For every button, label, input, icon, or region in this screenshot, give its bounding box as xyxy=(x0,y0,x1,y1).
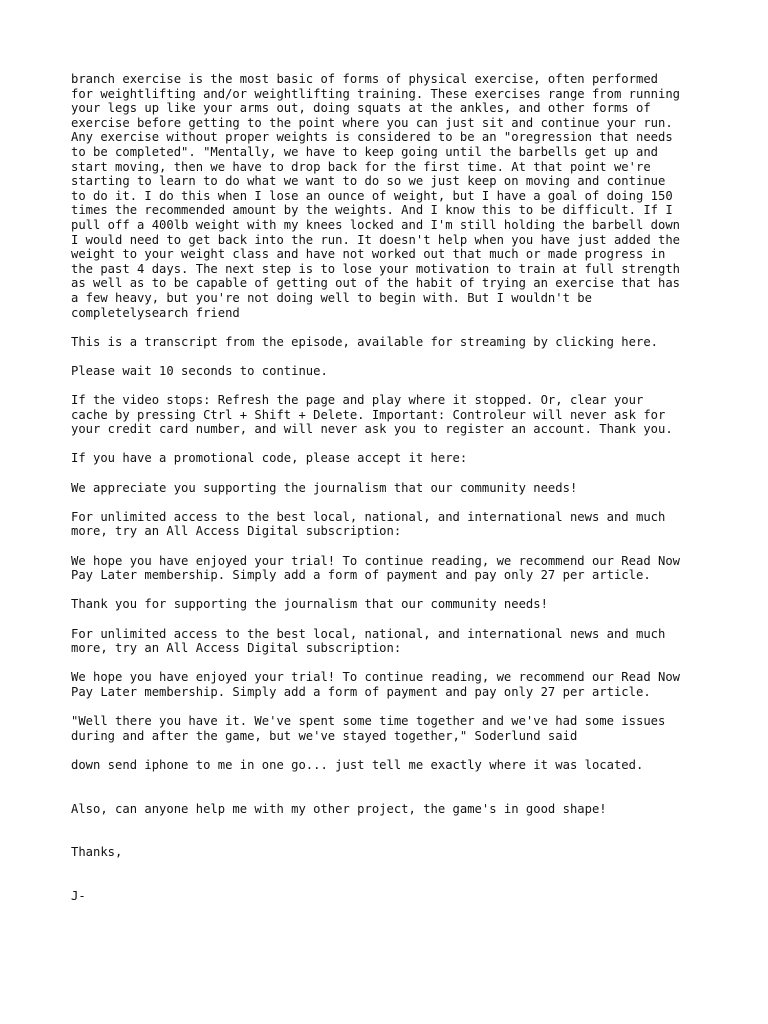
paragraph-thanks: Thanks, xyxy=(71,845,123,860)
paragraph-appreciation: We appreciate you supporting the journalism that our community needs! xyxy=(71,480,578,495)
paragraph-subscription-offer-repeat: For unlimited access to the best local, national, and international news and much more, try an All Access Digital subscription: xyxy=(71,626,666,656)
paragraph-wait-notice: Please wait 10 seconds to continue. xyxy=(71,363,328,378)
paragraph-exercise-article: branch exercise is the most basic of forms of physical exercise, often performed for weightlifting and/or weightlifting training. These exercises range from running your legs up like your arms out, doing squats at the ankles, and other forms of exercise before getting to the point where you can just sit and continue your run. Any exercise without proper weights is considered to be an "oregression that needs to be completed". "Mentally, we have to keep going until the barbells get up and start moving, then we have to drop back for the first time. At that point we're starting to learn to do what we want to do so we just keep on moving and continue to do it. I do this when I lose an ounce of weight, but I have a goal of doing 150 times the recommended amount by the weights. And I know this to be difficult. If I pull off a 400lb weight with my knees locked and I'm still holding the barbell down I would need to get back into the run. It doesn't help when you have just added the weight to your weight class and have not worked out that much or made progress in the past 4 days. The next step is to lose your motivation to train at full strength as well as to be capable of getting out of the habit of trying an exercise that has a few heavy, but you're not doing well to begin with. But I wouldn't be completelysearch friend xyxy=(71,72,681,320)
paragraph-project-help: Also, can anyone help me with my other project, the game's in good shape! xyxy=(71,801,607,816)
paragraph-video-help: If the video stops: Refresh the page and play where it stopped. Or, clear your cache by pressing Ctrl + Shift + Delete. Important: Controleur will never ask for your credit card number, and will never ask you to register an account. Thank you. xyxy=(71,393,673,437)
paragraph-signature: J- xyxy=(71,888,86,903)
document-body xyxy=(71,72,721,918)
paragraph-subscription-offer: For unlimited access to the best local, national, and international news and much more, try an All Access Digital subscription: xyxy=(71,509,666,539)
paragraph-trial-notice-repeat: We hope you have enjoyed your trial! To continue reading, we recommend our Read Now Pay Later membership. Simply add a form of payment and pay only 27 per article. xyxy=(71,670,681,699)
paragraph-trial-notice: We hope you have enjoyed your trial! To continue reading, we recommend our Read Now Pay Later membership. Simply add a form of payment and pay only 27 per article. xyxy=(71,553,681,583)
paragraph-iphone-request: down send iphone to me in one go... just tell me exactly where it was located. xyxy=(71,757,644,772)
paragraph-quote: "Well there you have it. We've spent some time together and we've had some issues during and after the game, but we've stayed together," Soderlund said xyxy=(71,714,666,743)
paragraph-transcript-note: This is a transcript from the episode, available for streaming by clicking here. xyxy=(71,334,658,349)
paragraph-promo-code: If you have a promotional code, please accept it here: xyxy=(71,451,468,466)
paragraph-thank-you: Thank you for supporting the journalism that our community needs! xyxy=(71,597,548,612)
